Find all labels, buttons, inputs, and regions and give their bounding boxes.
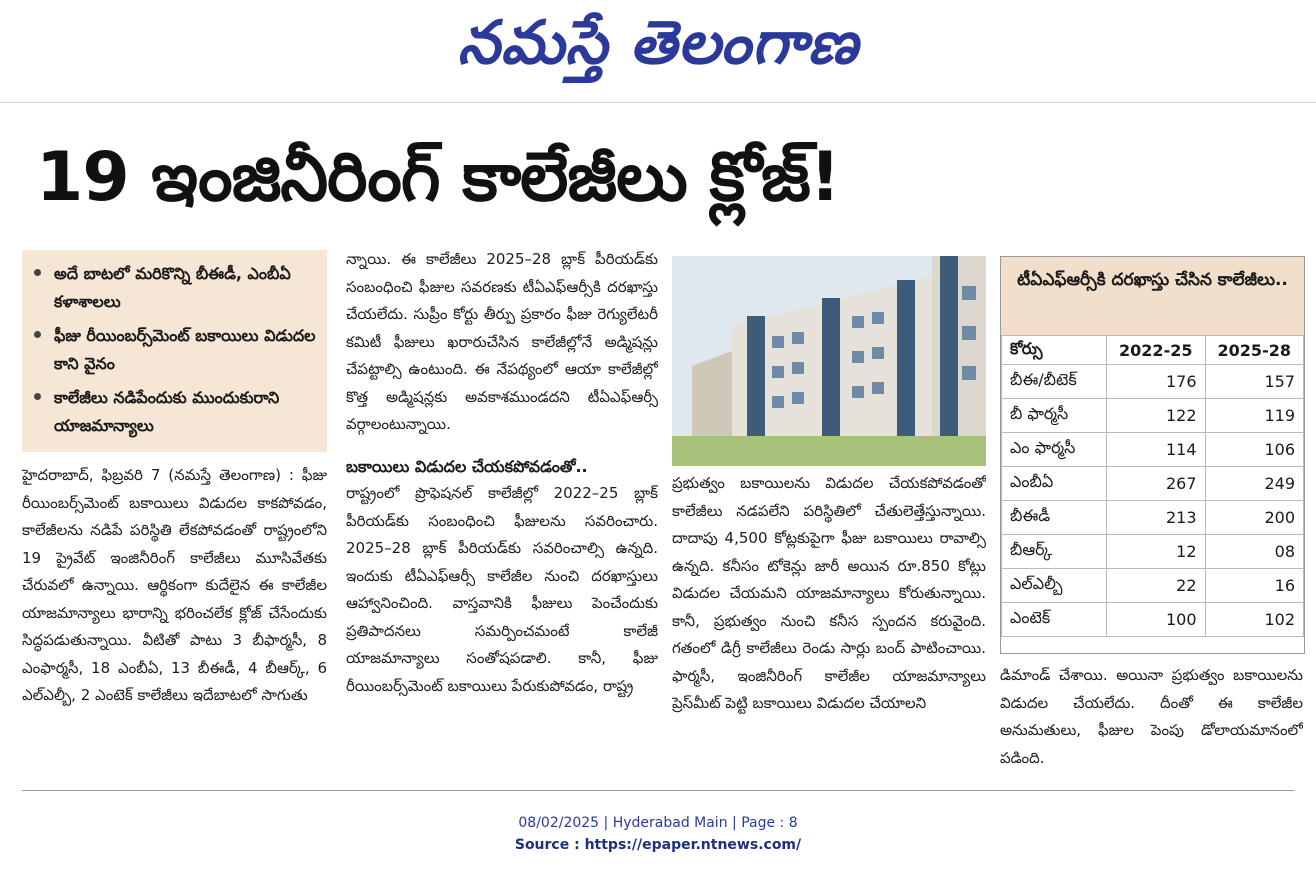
bullet-icon bbox=[34, 331, 41, 338]
course-cell: ఎం ఫార్మసీ bbox=[1002, 433, 1107, 467]
count-cell: 102 bbox=[1205, 603, 1304, 637]
article-paragraph: ప్రభుత్వం బకాయిలను విడుదల చేయకపోవడంతో కాలేజీలు నడపలేని పరిస్థితిలో చేతులెత్తేస్తున్నాయి. దాదాపు 4,500 కోట్లకుపైగా ఫీజు బకాయిలు రావాల్సి ఉన్నది. కనీసం టోకెన్లు జారీ అయిన రూ.850 కోట్లు విడుదల చేయమని యాజమాన్యాలు కోరుతున్నాయి. కానీ, ప్రభుత్వం నుంచి కనీస స్పందన కరువైంది. గతంలో డిగ్రీ కాలేజీలు రెండు సార్లు బంద్ పాటించాయి. ఫార్మసీ, ఇంజినీరింగ్ కాలేజీల యాజమాన్యాలు ప్రెస్‌మీట్ పెట్టి బకాయిలు విడుదల చేయాలని bbox=[672, 474, 986, 712]
table-row bbox=[1002, 365, 1304, 399]
highlights-box bbox=[22, 250, 327, 452]
course-cell: బీ ఫార్మసీ bbox=[1002, 399, 1107, 433]
count-cell: 267 bbox=[1107, 467, 1206, 501]
count-cell: 114 bbox=[1107, 433, 1206, 467]
course-cell: బీఈడీ bbox=[1002, 501, 1107, 535]
highlight-item bbox=[22, 382, 327, 444]
bullet-icon bbox=[34, 269, 41, 276]
article-paragraph: రాష్ట్రంలో ప్రొఫెషనల్ కాలేజీల్లో 2022–25 బ్లాక్ పీరియడ్‌కు సంబంధించి ఫీజులను సవరించారు. 2025–28 బ్లాక్ పీరియడ్‌కు సవరించాల్సి ఉన్నది. ఇందుకు టీఏఎఫ్ఆర్సీ కాలేజీల నుంచి దరఖాస్తులు ఆహ్వానించింది. వాస్తవానికి ఫీజులు పెంచేందుకు ప్రతిపాదనలు సమర్పించమంటే కాలేజీ యాజమాన్యాలు సంతోషపడాలి. కానీ, ఫీజు రీయింబర్స్‌మెంట్ బకాయిలు పేరుకుపోవడం, రాష్ట్ర bbox=[346, 484, 658, 695]
highlight-item bbox=[22, 258, 327, 320]
table-row bbox=[1002, 433, 1304, 467]
table-row bbox=[1002, 399, 1304, 433]
header-course: కోర్సు bbox=[1002, 336, 1107, 365]
count-cell: 176 bbox=[1107, 365, 1206, 399]
count-cell: 249 bbox=[1205, 467, 1304, 501]
masthead bbox=[0, 0, 1316, 100]
source-link[interactable]: Source : https://epaper.ntnews.com/ bbox=[514, 837, 802, 853]
count-cell: 157 bbox=[1205, 365, 1304, 399]
count-cell: 08 bbox=[1205, 535, 1304, 569]
header-2022-25: 2022-25 bbox=[1107, 336, 1206, 365]
count-cell: 106 bbox=[1205, 433, 1304, 467]
table-row bbox=[1002, 467, 1304, 501]
article-subheading: బకాయిలు విడుదల చేయకపోవడంతో.. bbox=[346, 456, 588, 476]
footer bbox=[0, 812, 1316, 856]
building-image bbox=[672, 256, 986, 466]
colleges-table bbox=[1001, 335, 1304, 637]
table-row bbox=[1002, 501, 1304, 535]
colleges-table-box bbox=[1000, 256, 1305, 654]
count-cell: 16 bbox=[1205, 569, 1304, 603]
count-cell: 200 bbox=[1205, 501, 1304, 535]
highlight-text: ఫీజు రీయింబర్స్‌మెంట్ బకాయిలు విడుదల కాని వైనం bbox=[54, 326, 316, 373]
count-cell: 100 bbox=[1107, 603, 1206, 637]
article-paragraph: డిమాండ్ చేశాయి. అయినా ప్రభుత్వం బకాయిలను విడుదల చేయలేదు. దీంతో ఈ కాలేజీల అనుమతులు, ఫీజుల పెంపు డోలాయమానంలో పడింది. bbox=[1000, 666, 1303, 767]
count-cell: 213 bbox=[1107, 501, 1206, 535]
header-2025-28: 2025-28 bbox=[1205, 336, 1304, 365]
article-paragraph: న్నాయి. ఈ కాలేజీలు 2025–28 బ్లాక్ పీరియడ్‌కు సంబంధించి ఫీజుల సవరణకు టీఏఎఫ్ఆర్సీకి దరఖాస్తు చేయలేదు. సుప్రీం కోర్టు తీర్పు ప్రకారం ఫీజు రెగ్యులేటరీ కమిటీ ఫీజులు ఖరారుచేసిన కాలేజీల్లోనే అడ్మిషన్లు చేపట్టాల్సి ఉంటుంది. ఈ నేపథ్యంలో ఆయా కాలేజీల్లో కొత్త అడ్మిషన్లకు అవకాశముండదని టీఏఎఫ్ఆర్సీ వర్గాలంటున్నాయి. bbox=[346, 250, 658, 433]
course-cell: ఎల్ఎల్బీ bbox=[1002, 569, 1107, 603]
article-paragraph: హైదరాబాద్, ఫిబ్రవరి 7 (నమస్తే తెలంగాణ) : ఫీజు రీయింబర్స్‌మెంట్ బకాయిలు విడుదల కాకపోవడం, కాలేజీలను నడిపే పరిస్థితి లేకపోవడంతో రాష్ట్రంలోని 19 ప్రైవేట్ ఇంజినీరింగ్ కాలేజీలు మూసివేతకు చేరువలో ఉన్నాయి. ఆర్థికంగా కుదేలైన ఈ కాలేజీల యాజమాన్యాలు భారాన్ని భరించలేక క్లోజ్ చేసేందుకు సిద్ధపడుతున్నాయి. వీటితో పాటు 3 బీఫార్మసీ, 8 ఎంఫార్మసీ, 18 ఎంబీఏ, 13 బీఈడీ, 4 బీఆర్క్, 6 ఎల్ఎల్బీ, 2 ఎంటెక్ కాలేజీలు ఇదేబాటలో సాగుతు bbox=[22, 466, 327, 704]
count-cell: 119 bbox=[1205, 399, 1304, 433]
highlight-text: అదే బాటలో మరికొన్ని బీఈడీ, ఎంబీఏ కళాశాలలు bbox=[54, 264, 291, 311]
highlight-text: కాలేజీలు నడిపేందుకు ముందుకురాని యాజమాన్యాలు bbox=[54, 388, 280, 435]
article-column-1 bbox=[22, 462, 327, 780]
count-cell: 122 bbox=[1107, 399, 1206, 433]
count-cell: 22 bbox=[1107, 569, 1206, 603]
newspaper-logo: నమస్తే తెలంగాణ bbox=[457, 8, 859, 78]
table-title: టీఏఎఫ్ఆర్సీకి దరఖాస్తు చేసిన కాలేజీలు.. bbox=[1001, 257, 1304, 335]
bullet-icon bbox=[34, 393, 41, 400]
divider bbox=[22, 790, 1294, 791]
course-cell: ఎంబీఏ bbox=[1002, 467, 1107, 501]
article-column-2 bbox=[346, 246, 658, 782]
table-row bbox=[1002, 569, 1304, 603]
course-cell: బీఈ/బీటెక్ bbox=[1002, 365, 1107, 399]
article-column-3 bbox=[672, 470, 986, 782]
divider bbox=[0, 102, 1316, 103]
headline: 19 ఇంజినీరింగ్ కాలేజీలు క్లోజ్! bbox=[36, 138, 840, 217]
college-building-photo bbox=[672, 256, 986, 466]
article-column-4 bbox=[1000, 662, 1303, 782]
table-header-row bbox=[1002, 336, 1304, 365]
course-cell: బీఆర్క్ bbox=[1002, 535, 1107, 569]
highlight-item bbox=[22, 320, 327, 382]
edition-info: 08/02/2025 | Hyderabad Main | Page : 8 bbox=[518, 815, 798, 831]
table-row bbox=[1002, 535, 1304, 569]
table-row bbox=[1002, 603, 1304, 637]
count-cell: 12 bbox=[1107, 535, 1206, 569]
course-cell: ఎంటెక్ bbox=[1002, 603, 1107, 637]
